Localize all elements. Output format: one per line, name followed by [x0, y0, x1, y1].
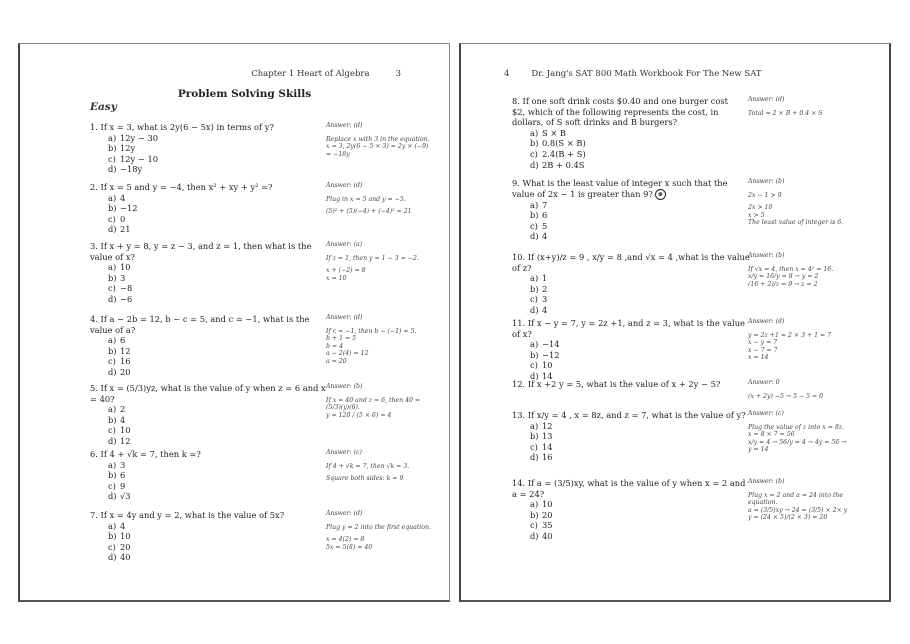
option-c: c) 20: [108, 541, 131, 552]
option-a: a) 4: [108, 192, 126, 203]
option-c: c) −8: [108, 283, 133, 294]
question-12: [512, 379, 852, 400]
option-d: d) 40: [530, 530, 553, 541]
cursor-icon: ⊗: [655, 189, 666, 200]
question-stem: 2. If x = 5 and y = −4, then x² + xy + y² =?: [90, 182, 273, 192]
option-a: a) 1: [530, 273, 548, 284]
option-d: d) 2B + 0.4S: [530, 159, 585, 170]
option-c: c) 35: [530, 520, 553, 531]
option-d: d) 14: [530, 370, 553, 381]
question-7: [90, 510, 430, 563]
option-a: a) 4: [108, 520, 126, 531]
answer-block: Answer: (d) Replace x with 3 in the equation. x = 3, 2y(6 − 5 × 3) = 2y × (−9) = −18y: [326, 122, 430, 158]
book-title: Dr. Jang's SAT 800 Math Workbook For The New SAT: [531, 69, 762, 79]
option-a: a) 2: [108, 404, 126, 415]
answer-block: Answer: (b) If √x = 4, then x = 4² = 16. x/y = 16/y = 8 → y = 2 (16 + 2)/z = 9 → z = 2: [748, 252, 834, 288]
page-header: [504, 69, 762, 79]
page-number: 4: [504, 69, 510, 79]
option-b: b) 12: [108, 345, 131, 356]
option-a: a) S × B: [530, 127, 567, 138]
question-6: [90, 449, 430, 502]
option-b: b) 10: [108, 531, 131, 542]
question-3: [90, 241, 430, 305]
question-stem: 12. If x +2 y = 5, what is the value of x + 2y − 5?: [512, 379, 721, 389]
question-stem: 10. If (x+y)/z = 9 , x/y = 8 ,and √x = 4 ,what is the value of z?: [512, 252, 750, 273]
option-b: b) 6: [108, 470, 126, 481]
option-d: d) 21: [108, 224, 131, 235]
option-c: c) 14: [530, 441, 553, 452]
question-1: [90, 122, 430, 175]
option-d: d) 12: [108, 435, 131, 446]
option-b: b) 0.8(S × B): [530, 138, 586, 149]
question-stem: 1. If x = 3, what is 2y(6 − 5x) in terms of y?: [90, 122, 274, 132]
option-b: b) 13: [530, 431, 553, 442]
question-9: [512, 178, 852, 242]
right-page: [459, 43, 891, 602]
answer-block: Answer: (d) Total = 2 × B + 0.4 × S: [748, 96, 823, 117]
option-c: c) 0: [108, 213, 126, 224]
page-header: [251, 69, 401, 79]
option-b: b) 20: [530, 509, 553, 520]
option-c: c) 16: [108, 356, 131, 367]
left-page: [18, 43, 450, 602]
option-d: d) 16: [530, 452, 553, 463]
question-stem: 6. If 4 + √k = 7, then k =?: [90, 449, 201, 459]
question-stem: 9. What is the least value of integer x such that the value of 2x − 1 is greater than 9? ⊗: [512, 178, 728, 199]
option-a: a) 7: [530, 199, 548, 210]
option-c: c) 5: [530, 220, 548, 231]
option-b: b) 3: [108, 272, 126, 283]
option-a: a) 6: [108, 335, 126, 346]
question-stem: 13. If x/y = 4 , x = 8z, and z = 7, what is the value of y?: [512, 410, 746, 420]
section-heading: Easy: [90, 101, 117, 113]
answer-block: Answer: 0 (x + 2y) −5 → 5 − 5 = 0: [748, 379, 824, 400]
option-b: b) −12: [108, 203, 138, 214]
question-stem: 7. If x = 4y and y = 2, what is the value of 5x?: [90, 510, 285, 520]
option-a: a) 12: [530, 420, 553, 431]
option-b: b) 4: [108, 414, 126, 425]
option-d: d) 4: [530, 231, 548, 242]
question-13: [512, 410, 852, 463]
page-title: Problem Solving Skills: [177, 88, 312, 100]
answer-block: Answer: (b) Plug x = 2 and a = 24 into the equation. a = (3/5)xy → 24 = (3/5) × 2× y y = (24 × 5)/(2 × 3) = 20: [748, 478, 848, 522]
answer-block: Answer: (d) y = 2z +1 = 2 × 3 + 1 = 7 x − y = 7 x − 7 = 7 x = 14: [748, 318, 832, 362]
option-a: a) 3: [108, 459, 126, 470]
option-d: d) √3: [108, 491, 131, 502]
option-c: c) 10: [530, 360, 553, 371]
question-5: [90, 383, 430, 447]
option-d: d) −18y: [108, 164, 143, 175]
question-stem: 14. If a = (3/5)xy, what is the value of y when x = 2 and a = 24?: [512, 478, 746, 499]
answer-block: Answer: (d) Plug in x = 5 and y = −5. (5)² + (5)(−4) + (−4)² = 21: [326, 182, 412, 216]
question-4: [90, 314, 430, 378]
option-d: d) 4: [530, 304, 548, 315]
option-b: b) 2: [530, 283, 548, 294]
answer-block: Answer: (b) If x = 40 and z = 6, then 40 = (5/3)(y)(6). y = 120 / (5 × 6) = 4: [326, 383, 421, 419]
page-number: 3: [395, 69, 401, 79]
answer-block: Answer: (d) If c = −1, then b − (−1) = 5. b + 1 = 5 b = 4 a − 2(4) = 12 a = 20: [326, 314, 417, 365]
option-a: a) 12y − 30: [108, 132, 159, 143]
option-c: c) 12y − 10: [108, 153, 159, 164]
option-d: d) −6: [108, 293, 133, 304]
answer-block: Answer: (a) If z = 1, then y = 1 − 3 = −2. x + (−2) = 8 x = 10: [326, 241, 419, 282]
option-b: b) 12y: [108, 143, 136, 154]
question-10: [512, 252, 852, 316]
question-14: [512, 478, 852, 542]
answer-block: Answer: (c) Plug the value of z into x = 8z. x = 8 × 7 = 56 x/y = 4 → 56/y = 4 → 4y = 56 → y = 14: [748, 410, 847, 454]
question-stem: 11. If x − y = 7, y = 2z +1, and z = 3, what is the value of x?: [512, 318, 745, 339]
answer-block: Answer: (d) Plug y = 2 into the first equation. x = 4(2) = 8 5x = 5(8) = 40: [326, 510, 431, 551]
chapter-label: Chapter 1 Heart of Algebra: [251, 69, 370, 79]
option-a: a) 10: [108, 262, 131, 273]
option-a: a) −14: [530, 339, 560, 350]
question-2: [90, 182, 430, 235]
option-d: d) 40: [108, 552, 131, 563]
question-8: [512, 96, 852, 170]
question-stem: 8. If one soft drink costs $0.40 and one burger cost $2, which of the following represents the cost, in dollars, of S soft drinks and B burgers?: [512, 96, 728, 128]
option-c: c) 2.4(B + S): [530, 148, 586, 159]
question-stem: 5. If x = (5/3)yz, what is the value of y when z = 6 and x = 40?: [90, 383, 326, 404]
option-b: b) −12: [530, 349, 560, 360]
question-stem: 3. If x + y = 8, y = z − 3, and z = 1, then what is the value of x?: [90, 241, 312, 262]
question-11: [512, 318, 852, 382]
answer-block: Answer: (c) If 4 + √k = 7, then √k = 3. Square both sides: k = 9: [326, 449, 410, 483]
option-c: c) 10: [108, 425, 131, 436]
option-a: a) 10: [530, 499, 553, 510]
option-b: b) 6: [530, 210, 548, 221]
option-c: c) 3: [530, 294, 548, 305]
option-d: d) 20: [108, 366, 131, 377]
question-stem: 4. If a − 2b = 12, b − c = 5, and c = −1, what is the value of a?: [90, 314, 310, 335]
answer-block: Answer: (b) 2x − 1 > 9 2x > 10 x > 5 The least value of integer is 6.: [748, 178, 844, 227]
option-c: c) 9: [108, 480, 126, 491]
